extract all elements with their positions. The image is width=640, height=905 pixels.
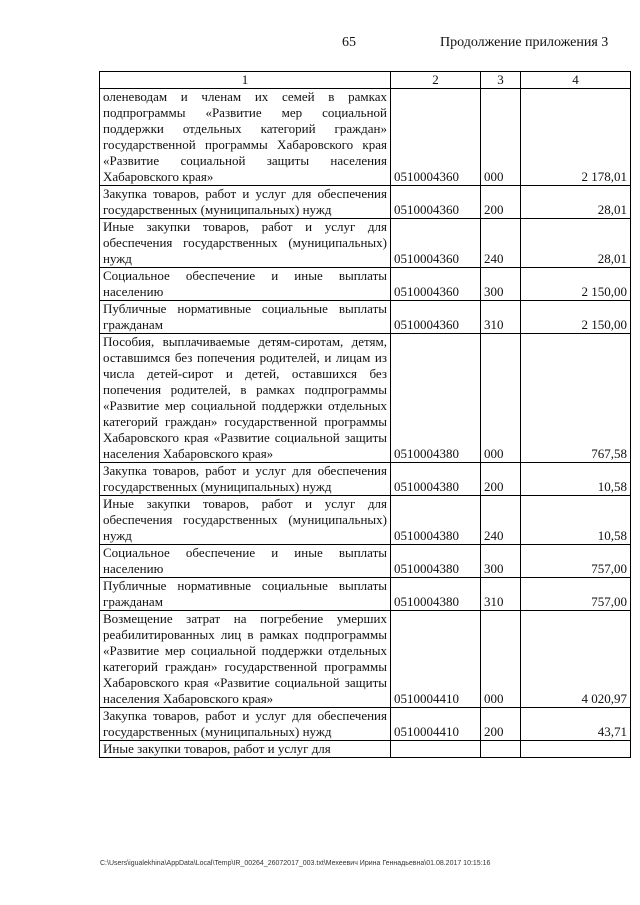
table-row	[100, 89, 631, 186]
column-header: 4	[521, 72, 631, 89]
row-amount: 2 178,01	[521, 89, 631, 186]
column-header: 1	[100, 72, 391, 89]
row-code: 0510004380	[391, 545, 481, 578]
row-code: 0510004380	[391, 463, 481, 496]
table-row	[100, 463, 631, 496]
row-code: 0510004360	[391, 301, 481, 334]
table-row	[100, 219, 631, 268]
row-description: Публичные нормативные социальные выплаты гражданам	[100, 578, 391, 611]
row-description: Закупка товаров, работ и услуг для обеспечения государственных (муниципальных) нужд	[100, 708, 391, 741]
row-description: Закупка товаров, работ и услуг для обеспечения государственных (муниципальных) нужд	[100, 186, 391, 219]
row-amount: 43,71	[521, 708, 631, 741]
table-row	[100, 578, 631, 611]
table-row	[100, 611, 631, 708]
page-number: 65	[342, 35, 356, 50]
row-expense-type: 000	[481, 611, 521, 708]
row-amount: 4 020,97	[521, 611, 631, 708]
row-description: Публичные нормативные социальные выплаты гражданам	[100, 301, 391, 334]
table-row	[100, 708, 631, 741]
row-code: 0510004360	[391, 89, 481, 186]
row-code: 0510004380	[391, 578, 481, 611]
row-expense-type: 300	[481, 268, 521, 301]
row-description: Закупка товаров, работ и услуг для обеспечения государственных (муниципальных) нужд	[100, 463, 391, 496]
row-expense-type: 310	[481, 301, 521, 334]
row-amount: 767,58	[521, 334, 631, 463]
row-description: Иные закупки товаров, работ и услуг для обеспечения государственных (муниципальных) нужд	[100, 219, 391, 268]
row-code	[391, 741, 481, 758]
row-amount: 28,01	[521, 219, 631, 268]
table-row	[100, 268, 631, 301]
continuation-title: Продолжение приложения 3	[440, 35, 609, 50]
table-row	[100, 186, 631, 219]
row-amount	[521, 741, 631, 758]
row-description: оленеводам и членам их семей в рамках подпрограммы «Развитие мер социальной поддержки отдельных категорий граждан» государственной программы Хабаровского края «Развитие социальной защиты населения Хабаровского края»	[100, 89, 391, 186]
row-expense-type	[481, 741, 521, 758]
row-expense-type: 200	[481, 463, 521, 496]
row-code: 0510004360	[391, 219, 481, 268]
table-row	[100, 301, 631, 334]
table-row	[100, 496, 631, 545]
row-code: 0510004410	[391, 708, 481, 741]
row-amount: 10,58	[521, 496, 631, 545]
row-amount: 28,01	[521, 186, 631, 219]
row-description: Социальное обеспечение и иные выплаты населению	[100, 268, 391, 301]
budget-table	[99, 71, 631, 758]
row-code: 0510004380	[391, 334, 481, 463]
row-expense-type: 310	[481, 578, 521, 611]
row-code: 0510004410	[391, 611, 481, 708]
row-code: 0510004380	[391, 496, 481, 545]
table-row	[100, 545, 631, 578]
table-row	[100, 334, 631, 463]
column-header: 2	[391, 72, 481, 89]
file-path-footer: C:\Users\igualekhina\AppData\Local\Temp\IR_00264_26072017_003.txt\Мехеевич Ирина Геннадьевна\01.08.2017 10:15:16	[100, 860, 491, 867]
table-header-row	[100, 72, 631, 89]
row-description: Иные закупки товаров, работ и услуг для обеспечения государственных (муниципальных) нужд	[100, 496, 391, 545]
row-expense-type: 000	[481, 89, 521, 186]
column-header: 3	[481, 72, 521, 89]
row-amount: 757,00	[521, 545, 631, 578]
row-expense-type: 000	[481, 334, 521, 463]
row-expense-type: 240	[481, 219, 521, 268]
row-description: Социальное обеспечение и иные выплаты населению	[100, 545, 391, 578]
row-expense-type: 200	[481, 186, 521, 219]
row-description: Пособия, выплачиваемые детям-сиротам, детям, оставшимся без попечения родителей, и лицам из числа детей-сирот и детей, оставшихся без попечения родителей, в рамках подпрограммы «Развитие мер социальной поддержки отдельных категорий граждан» государственной программы Хабаровского края «Развитие социальной защиты населения Хабаровского края»	[100, 334, 391, 463]
row-expense-type: 200	[481, 708, 521, 741]
row-description: Иные закупки товаров, работ и услуг для	[100, 741, 391, 758]
row-amount: 2 150,00	[521, 301, 631, 334]
row-amount: 10,58	[521, 463, 631, 496]
row-expense-type: 300	[481, 545, 521, 578]
row-code: 0510004360	[391, 268, 481, 301]
row-amount: 2 150,00	[521, 268, 631, 301]
row-description: Возмещение затрат на погребение умерших реабилитированных лиц в рамках подпрограммы «Развитие мер социальной поддержки отдельных категорий граждан» государственной программы Хабаровского края «Развитие социальной защиты населения Хабаровского края»	[100, 611, 391, 708]
table-row	[100, 741, 631, 758]
row-amount: 757,00	[521, 578, 631, 611]
row-expense-type: 240	[481, 496, 521, 545]
row-code: 0510004360	[391, 186, 481, 219]
